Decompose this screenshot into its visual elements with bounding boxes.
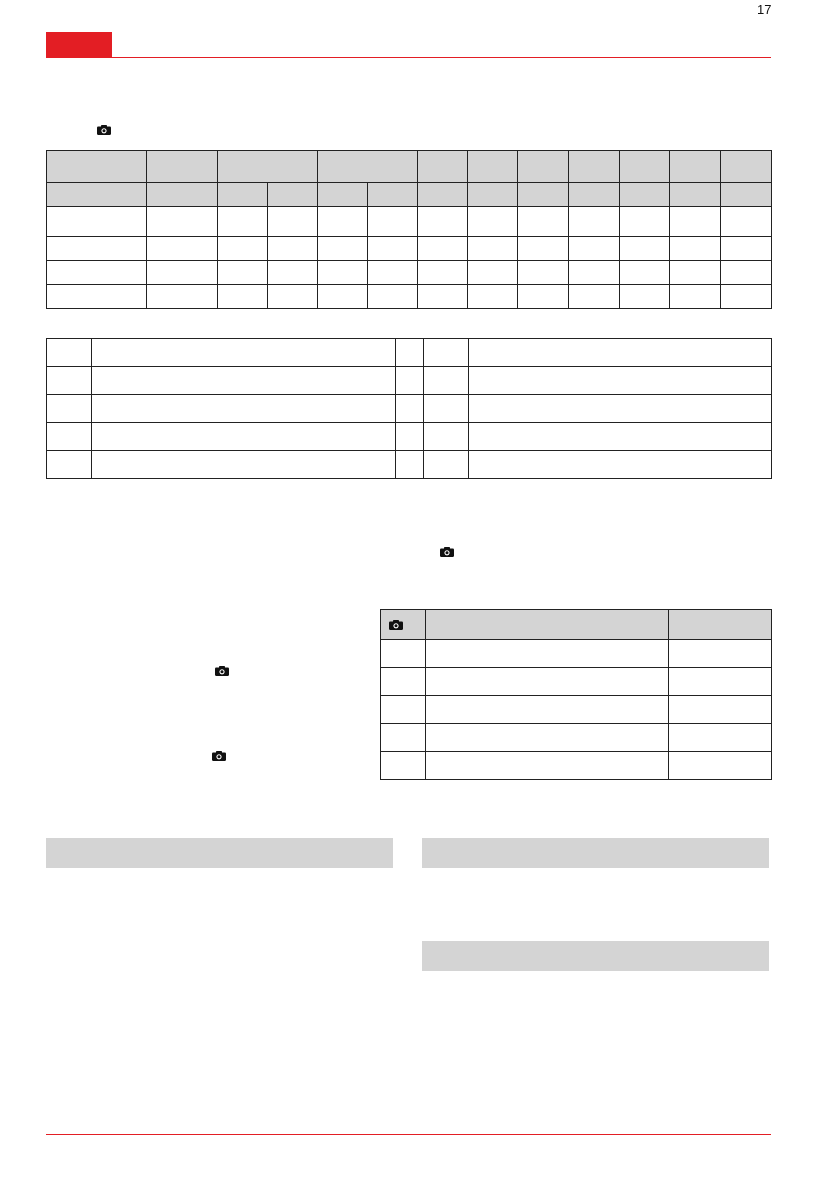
spec-header-cell bbox=[147, 151, 218, 183]
page-number: 17 bbox=[757, 2, 772, 17]
spec-subheader-cell bbox=[670, 183, 721, 207]
spec-row bbox=[47, 285, 772, 309]
parts-row bbox=[381, 640, 772, 668]
parts-row bbox=[381, 696, 772, 724]
parts-row bbox=[381, 668, 772, 696]
spec-header-cell bbox=[620, 151, 670, 183]
spec-header-cell bbox=[218, 151, 318, 183]
spec-subheader-cell bbox=[721, 183, 772, 207]
header-rule bbox=[46, 57, 771, 58]
parts-header-cell bbox=[669, 610, 772, 640]
footer-rule bbox=[46, 1134, 771, 1135]
parts-header-icon-cell bbox=[381, 610, 426, 640]
spec-header-cell bbox=[468, 151, 518, 183]
legend-table bbox=[46, 338, 772, 479]
spec-subheader-cell bbox=[368, 183, 418, 207]
spec-row bbox=[47, 237, 772, 261]
spec-subheader-cell bbox=[518, 183, 569, 207]
section-header-bar bbox=[46, 838, 393, 868]
spec-header-cell bbox=[569, 151, 620, 183]
legend-row bbox=[47, 395, 772, 423]
spec-table bbox=[46, 150, 772, 309]
parts-header-cell bbox=[426, 610, 669, 640]
spec-subheader-cell bbox=[468, 183, 518, 207]
section-header-bar bbox=[422, 838, 769, 868]
spec-subheader-row bbox=[47, 183, 772, 207]
legend-row bbox=[47, 423, 772, 451]
camera-icon bbox=[97, 125, 111, 135]
spec-header-row bbox=[47, 151, 772, 183]
spec-header-cell bbox=[47, 151, 147, 183]
legend-row bbox=[47, 451, 772, 479]
spec-subheader-cell bbox=[418, 183, 468, 207]
section-header-bar bbox=[422, 941, 769, 971]
spec-subheader-cell bbox=[569, 183, 620, 207]
spec-header-cell bbox=[670, 151, 721, 183]
spec-subheader-cell bbox=[620, 183, 670, 207]
camera-icon bbox=[215, 666, 229, 676]
spec-header-cell bbox=[418, 151, 468, 183]
spec-subheader-cell bbox=[268, 183, 318, 207]
spec-row bbox=[47, 207, 772, 237]
language-tab bbox=[46, 32, 112, 58]
spec-header-cell bbox=[518, 151, 569, 183]
parts-header-row bbox=[381, 610, 772, 640]
parts-table bbox=[380, 609, 772, 780]
spec-subheader-cell bbox=[47, 183, 147, 207]
spec-header-cell bbox=[721, 151, 772, 183]
legend-row bbox=[47, 339, 772, 367]
spec-subheader-cell bbox=[147, 183, 218, 207]
spec-header-cell bbox=[318, 151, 418, 183]
spec-subheader-cell bbox=[318, 183, 368, 207]
camera-icon bbox=[389, 620, 403, 630]
spec-subheader-cell bbox=[218, 183, 268, 207]
spec-row bbox=[47, 261, 772, 285]
parts-row bbox=[381, 752, 772, 780]
camera-icon bbox=[212, 751, 226, 761]
camera-icon bbox=[440, 547, 454, 557]
parts-row bbox=[381, 724, 772, 752]
legend-row bbox=[47, 367, 772, 395]
